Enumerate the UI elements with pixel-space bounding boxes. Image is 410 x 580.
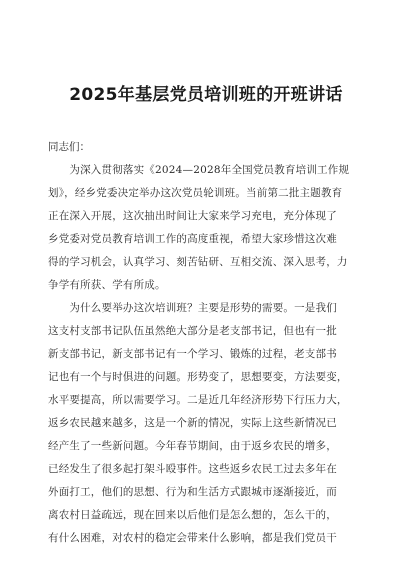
text-line: 返乡农民越来越多，这是一个新的情况，实际上这些新情况已 <box>48 417 337 429</box>
document-title: 2025年基层党员培训班的开班讲话 <box>69 85 343 105</box>
text-line: 外面打工，他们的思想、行为和生活方式跟城市逐渐接近，而 <box>48 486 337 498</box>
text-line: 乡党委对党员教育培训工作的高度重视，希望大家珍惜这次难 <box>48 233 337 245</box>
text-line: 有什么困难，对农村的稳定会带来什么影响，都是我们党员干 <box>48 532 337 544</box>
text-line: 记也有一个与时俱进的问题。形势变了，思想要变，方法要变， <box>48 371 348 383</box>
text-line: 为深入贯彻落实《2024—2028年全国党员教育培训工作规 <box>48 164 350 176</box>
text-line: 经产生了一些新问题。今年春节期间，由于返乡农民的增多， <box>48 440 337 452</box>
text-line: 为什么要举办这次培训班？主要是形势的需要。一是我们 <box>48 302 337 314</box>
salutation: 同志们： <box>48 141 90 153</box>
text-line: 离农村日益疏远，现在回来以后他们是怎么想的，怎么干的， <box>48 509 337 521</box>
text-line: 水平要提高，所以需要学习。二是近几年经济形势下行压力大， <box>48 394 348 406</box>
paragraph-2 <box>48 297 364 550</box>
text-line: 新支部书记，新支部书记有一个学习、锻炼的过程，老支部书 <box>48 348 337 360</box>
text-line: 划》，经乡党委决定举办这次党员轮训班。当前第二批主题教育 <box>48 187 343 199</box>
text-line: 已经发生了很多起打架斗殴事件。这些返乡农民工过去多年在 <box>48 463 337 475</box>
text-line: 正在深入开展，这次抽出时间让大家来学习充电，充分体现了 <box>48 210 337 222</box>
text-line: 得的学习机会，认真学习、刻苦钻研、互相交流、深入思考，力 <box>48 256 348 268</box>
text-line: 这支村支部书记队伍虽然绝大部分是老支部书记，但也有一批 <box>48 325 337 337</box>
text-line: 争学有所获、学有所成。 <box>48 279 166 291</box>
paragraph-1 <box>48 159 364 297</box>
